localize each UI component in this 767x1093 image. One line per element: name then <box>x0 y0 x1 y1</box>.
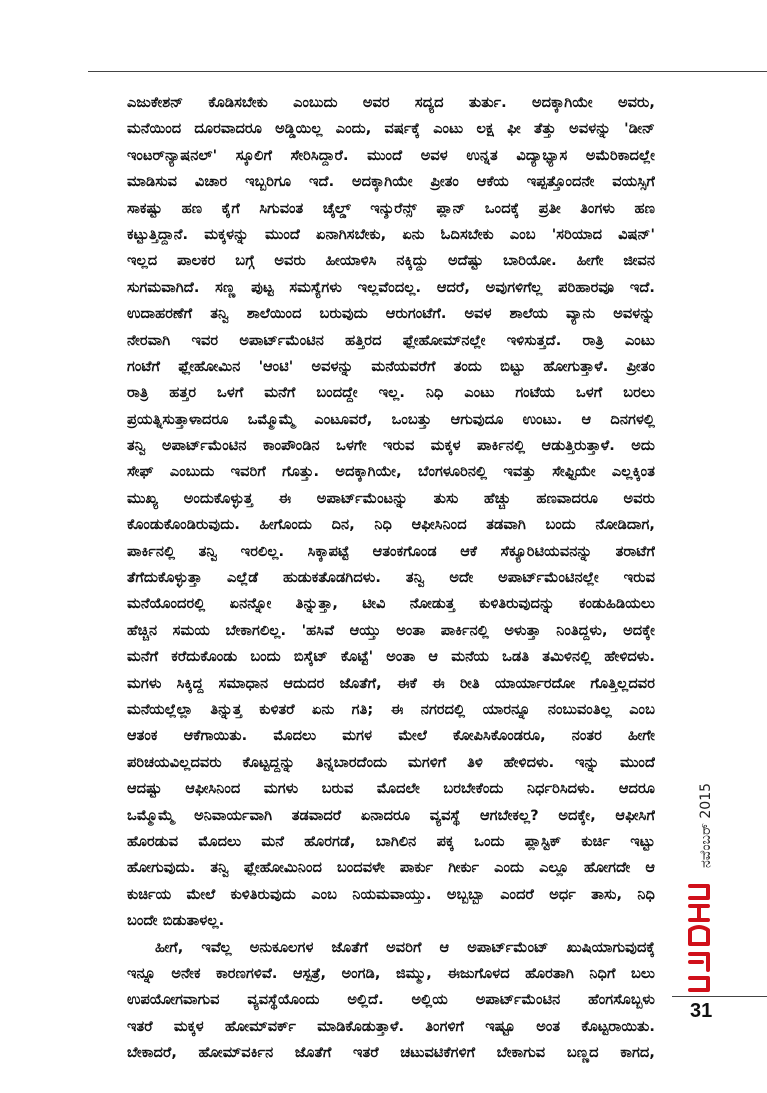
article-line: ಹೊರಡುವ ಮೊದಲು ಮನೆ ಹೊರಗಡೆ, ಬಾಗಿಲಿನ ಪಕ್ಕ ಒಂದು ಪ್ಲಾಸ್ಟಿಕ್ ಕುರ್ಚಿ ಇಟ್ಟು <box>127 833 655 850</box>
article-line: ಒಮ್ಮೊಮ್ಮೆ ಅನಿವಾರ್ಯವಾಗಿ ತಡವಾದರೆ ಏನಾದರೂ ವ್ಯವಸ್ಥೆ ಆಗಬೇಕಲ್ಲ? ಅದಕ್ಕೇ, ಆಫೀಸಿಗೆ <box>127 807 655 824</box>
top-rule <box>88 71 767 72</box>
article-line: ಪರಿಚಯವಿಲ್ಲದವರು ಕೊಟ್ಟದ್ದನ್ನು ತಿನ್ನಬಾರದೆಂದು ಮಗಳಿಗೆ ತಿಳಿ ಹೇಳಿದಳು. ಇನ್ನು ಮುಂದೆ <box>127 754 655 771</box>
article-line: ಮನೆಯೊಂದರಲ್ಲಿ ಏನನ್ನೋ ತಿನ್ನುತ್ತಾ, ಟೀವಿ ನೋಡುತ್ತ ಕುಳಿತಿರುವುದನ್ನು ಕಂಡುಹಿಡಿಯಲು <box>127 596 655 613</box>
article-line: ಆತಂಕ ಆಕೆಗಾಯಿತು. ಮೊದಲು ಮಗಳ ಮೇಲೆ ಕೋಪಿಸಿಕೊಂಡರೂ, ನಂತರ ಹೀಗೇ <box>127 728 655 745</box>
article-line: ಇತರೆ ಮಕ್ಕಳ ಹೋಮ್‌ವರ್ಕ್ ಮಾಡಿಕೊಡುತ್ತಾಳೆ. ತಿಂಗಳಿಗೆ ಇಷ್ಟೂ ಅಂತ ಕೊಟ್ಟರಾಯಿತು. <box>127 1018 655 1035</box>
article-line: ಇಂಟರ್‌ನ್ಯಾಷನಲ್' ಸ್ಕೂಲಿಗೆ ಸೇರಿಸಿದ್ದಾರೆ. ಮುಂದೆ ಅವಳ ಉನ್ನತ ವಿದ್ಯಾಭ್ಯಾಸ ಅಮೆರಿಕಾದಲ್ಲೇ <box>127 147 655 164</box>
page-number: 31 <box>690 1000 713 1022</box>
article-line: ಹೀಗೆ, ಇವೆಲ್ಲ ಅನುಕೂಲಗಳ ಜೊತೆಗೆ ಅವರಿಗೆ ಆ ಅಪಾರ್ಟ್‌ಮೆಂಟ್ ಖುಷಿಯಾಗುವುದಕ್ಕೆ <box>155 939 655 956</box>
article-line: ಸೇಫ್ ಎಂಬುದು ಇವರಿಗೆ ಗೊತ್ತು. ಅದಕ್ಕಾಗಿಯೇ, ಬೆಂಗಳೂರಿನಲ್ಲಿ ಇವತ್ತು ಸೇಫ್ಟಿಯೇ ಎಲ್ಲಕ್ಕಿಂತ <box>127 464 655 481</box>
article-line: ಹೋಗುವುದು. ತನ್ವಿ ಫ್ಲೇಹೋಮಿನಿಂದ ಬಂದವಳೇ ಪಾರ್ಕು ಗೀರ್ಕು ಎಂದು ಎಲ್ಲೂ ಹೋಗದೇ ಆ <box>127 860 655 877</box>
article-line: ಸುಗಮವಾಗಿದೆ. ಸಣ್ಣ ಪುಟ್ಟ ಸಮಸ್ಯೆಗಳು ಇಲ್ಲವೆಂದಲ್ಲ. ಆದರೆ, ಅವುಗಳಿಗೆಲ್ಲ ಪರಿಹಾರವೂ ಇದೆ. <box>127 279 655 296</box>
article-line: ಮನೆಯಿಂದ ದೂರವಾದರೂ ಅಡ್ಡಿಯಿಲ್ಲ ಎಂದು, ವರ್ಷಕ್ಕೆ ಎಂಟು ಲಕ್ಷ ಫೀ ತೆತ್ತು ಅವಳನ್ನು 'ಡೀನ್ <box>127 121 655 138</box>
article-line: ತೆಗೆದುಕೊಳ್ಳುತ್ತಾ ಎಲ್ಲೆಡೆ ಹುಡುಕತೊಡಗಿದಳು. ತನ್ವಿ ಅದೇ ಅಪಾರ್ಟ್‌ಮೆಂಟಿನಲ್ಲೇ ಇರುವ <box>127 570 655 587</box>
article-line: ಮನೆಗೆ ಕರೆದುಕೊಂಡು ಬಂದು ಬಿಸ್ಕೆಟ್ ಕೊಟ್ಟೆ' ಅಂತಾ ಆ ಮನೆಯ ಒಡತಿ ತಮಿಳಿನಲ್ಲಿ ಹೇಳಿದಳು. <box>127 649 655 666</box>
article-line: ಉದಾಹರಣೆಗೆ ತನ್ವಿ ಶಾಲೆಯಿಂದ ಬರುವುದು ಆರುಗಂಟೆಗೆ. ಅವಳ ಶಾಲೆಯ ವ್ಯಾನು ಅವಳನ್ನು <box>127 306 655 323</box>
article-line: ಕೊಂಡುಕೊಂಡಿರುವುದು. ಹೀಗೊಂದು ದಿನ, ನಿಧಿ ಆಫೀಸಿನಿಂದ ತಡವಾಗಿ ಬಂದು ನೋಡಿದಾಗ, <box>127 517 655 534</box>
article-line: ಆದಷ್ಟು ಆಫೀಸಿನಿಂದ ಮಗಳು ಬರುವ ಮೊದಲೇ ಬರಬೇಕೆಂದು ನಿರ್ಧರಿಸಿದಳು. ಆದರೂ <box>127 781 655 798</box>
article-line: ಎಜುಕೇಶನ್ ಕೊಡಿಸಬೇಕು ಎಂಬುದು ಅವರ ಸದ್ಯದ ತುರ್ತು. ಅದಕ್ಕಾಗಿಯೇ ಅವರು, <box>127 95 655 111</box>
article-line: ಬೇಕಾದರೆ, ಹೋಮ್‌ವರ್ಕಿನ ಜೊತೆಗೆ ಇತರೆ ಚಟುವಟಿಕೆಗಳಿಗೆ ಬೇಕಾಗುವ ಬಣ್ಣದ ಕಾಗದ, <box>127 1045 655 1062</box>
article-line: ಬಂದೇ ಬಿಡುತಾಳಲ್ಲ. <box>127 913 225 930</box>
article-line: ಮಗಳು ಸಿಕ್ಕಿದ್ದ ಸಮಾಧಾನ ಆದುದರ ಜೊತೆಗೆ, ಈಕೆ ಈ ರೀತಿ ಯಾರ್ಯಾರದೋ ಗೊತ್ತಿಲ್ಲದವರ <box>127 675 655 692</box>
article-line: ಮನೆಯಲ್ಲೆಲ್ಲಾ ತಿನ್ನುತ್ತ ಕುಳಿತರೆ ಏನು ಗತಿ; ಈ ನಗರದಲ್ಲಿ ಯಾರನ್ನೂ ನಂಬುವಂತಿಲ್ಲ ಎಂಬ <box>127 701 655 718</box>
article-line: ಮುಖ್ಯ ಅಂದುಕೊಳ್ಳುತ್ತ ಈ ಅಪಾರ್ಟ್‌ಮೆಂಟನ್ನು ತುಸು ಹೆಚ್ಚು ಹಣವಾದರೂ ಅವರು <box>127 490 655 507</box>
article-line: ಪಾರ್ಕಿನಲ್ಲಿ ತನ್ವಿ ಇರಲಿಲ್ಲ. ಸಿಕ್ಕಾಪಟ್ಟೆ ಆತಂಕಗೊಂಡ ಆಕೆ ಸೆಕ್ಯೂರಿಟಿಯವನನ್ನು ತರಾಟೆಗೆ <box>127 543 655 560</box>
article-line: ಸಾಕಷ್ಟು ಹಣ ಕೈಗೆ ಸಿಗುವಂತ ಚೈಲ್ಡ್ ಇನ್ಶುರೆನ್ಸ್ ಪ್ಲಾನ್ ಒಂದಕ್ಕೆ ಪ್ರತೀ ತಿಂಗಳು ಹಣ <box>127 200 655 217</box>
article-line: ಮಾಡಿಸುವ ವಿಚಾರ ಇಬ್ಬರಿಗೂ ಇದೆ. ಅದಕ್ಕಾಗಿಯೇ ಪ್ರೀತಂ ಆಕೆಯ ಇಪ್ಪತ್ತೊಂದನೇ ವಯಸ್ಸಿಗೆ <box>127 174 655 191</box>
article-line: ಕುರ್ಚಿಯ ಮೇಲೆ ಕುಳಿತಿರುವುದು ಎಂಬ ನಿಯಮವಾಯ್ತು. ಅಬ್ಬಬ್ಬಾ ಎಂದರೆ ಅರ್ಧ ತಾಸು, ನಿಧಿ <box>127 886 655 903</box>
article-line: ನೇರವಾಗಿ ಇವರ ಅಪಾರ್ಟ್‌ಮೆಂಟಿನ ಹತ್ತಿರದ ಫ್ಲೇಹೋಮ್‌ನಲ್ಲೇ ಇಳಿಸುತ್ತದೆ. ರಾತ್ರಿ ಎಂಟು <box>127 332 655 349</box>
article-line: ತನ್ವಿ ಅಪಾರ್ಟ್‌ಮೆಂಟಿನ ಕಾಂಪೌಂಡಿನ ಒಳಗೇ ಇರುವ ಮಕ್ಕಳ ಪಾರ್ಕಿನಲ್ಲಿ ಆಡುತ್ತಿರುತ್ತಾಳೆ. ಅದು <box>127 438 655 455</box>
bottom-rule <box>672 996 767 997</box>
article-body <box>127 90 655 1066</box>
article-line: ಇಲ್ಲದ ಪಾಲಕರ ಬಗ್ಗೆ ಅವರು ಹೀಯಾಳಿಸಿ ನಕ್ಕಿದ್ದು ಅದೆಷ್ಟು ಬಾರಿಯೋ. ಹೀಗೇ ಜೀವನ <box>127 253 655 270</box>
magazine-logo <box>686 880 712 995</box>
issue-date: ನವೆಂಬರ್ 2015 <box>698 782 714 868</box>
article-line: ಕಟ್ಟುತ್ತಿದ್ದಾನೆ. ಮಕ್ಕಳನ್ನು ಮುಂದೆ ಏನಾಗಿಸಬೇಕು, ಏನು ಓದಿಸಬೇಕು ಎಂಬ 'ಸರಿಯಾದ ವಿಷನ್' <box>127 226 655 243</box>
article-line: ಗಂಟೆಗೆ ಫ್ಲೇಹೋಮಿನ 'ಆಂಟಿ' ಅವಳನ್ನು ಮನೆಯವರೆಗೆ ತಂದು ಬಿಟ್ಟು ಹೋಗುತ್ತಾಳೆ. ಪ್ರೀತಂ <box>127 358 655 375</box>
article-line: ರಾತ್ರಿ ಹತ್ತರ ಒಳಗೆ ಮನೆಗೆ ಬಂದದ್ದೇ ಇಲ್ಲ. ನಿಧಿ ಎಂಟು ಗಂಟೆಯ ಒಳಗೆ ಬರಲು <box>127 385 655 402</box>
article-line: ಇನ್ನೂ ಅನೇಕ ಕಾರಣಗಳಿವೆ. ಆಸ್ಪತ್ರೆ, ಅಂಗಡಿ, ಜಿಮ್ಮು, ಈಜುಗೊಳದ ಹೊರತಾಗಿ ನಿಧಿಗೆ ಬಲು <box>127 965 655 982</box>
article-line: ಹೆಚ್ಚಿನ ಸಮಯ ಬೇಕಾಗಲಿಲ್ಲ. 'ಹಸಿವೆ ಆಯ್ತು ಅಂತಾ ಪಾರ್ಕಿನಲ್ಲಿ ಅಳುತ್ತಾ ನಿಂತಿದ್ದಳು, ಅದಕ್ಕೇ <box>127 622 655 639</box>
article-line: ಪ್ರಯತ್ನಿಸುತ್ತಾಳಾದರೂ ಒಮ್ಮೊಮ್ಮೆ ಎಂಟೂವರೆ, ಒಂಬತ್ತು ಆಗುವುದೂ ಉಂಟು. ಆ ದಿನಗಳಲ್ಲಿ <box>127 411 655 428</box>
article-line: ಉಪಯೋಗವಾಗುವ ವ್ಯವಸ್ಥೆಯೊಂದು ಅಲ್ಲಿದೆ. ಅಲ್ಲಿಯ ಅಪಾರ್ಟ್‌ಮೆಂಟಿನ ಹೆಂಗಸೊಬ್ಬಳು <box>127 992 655 1009</box>
